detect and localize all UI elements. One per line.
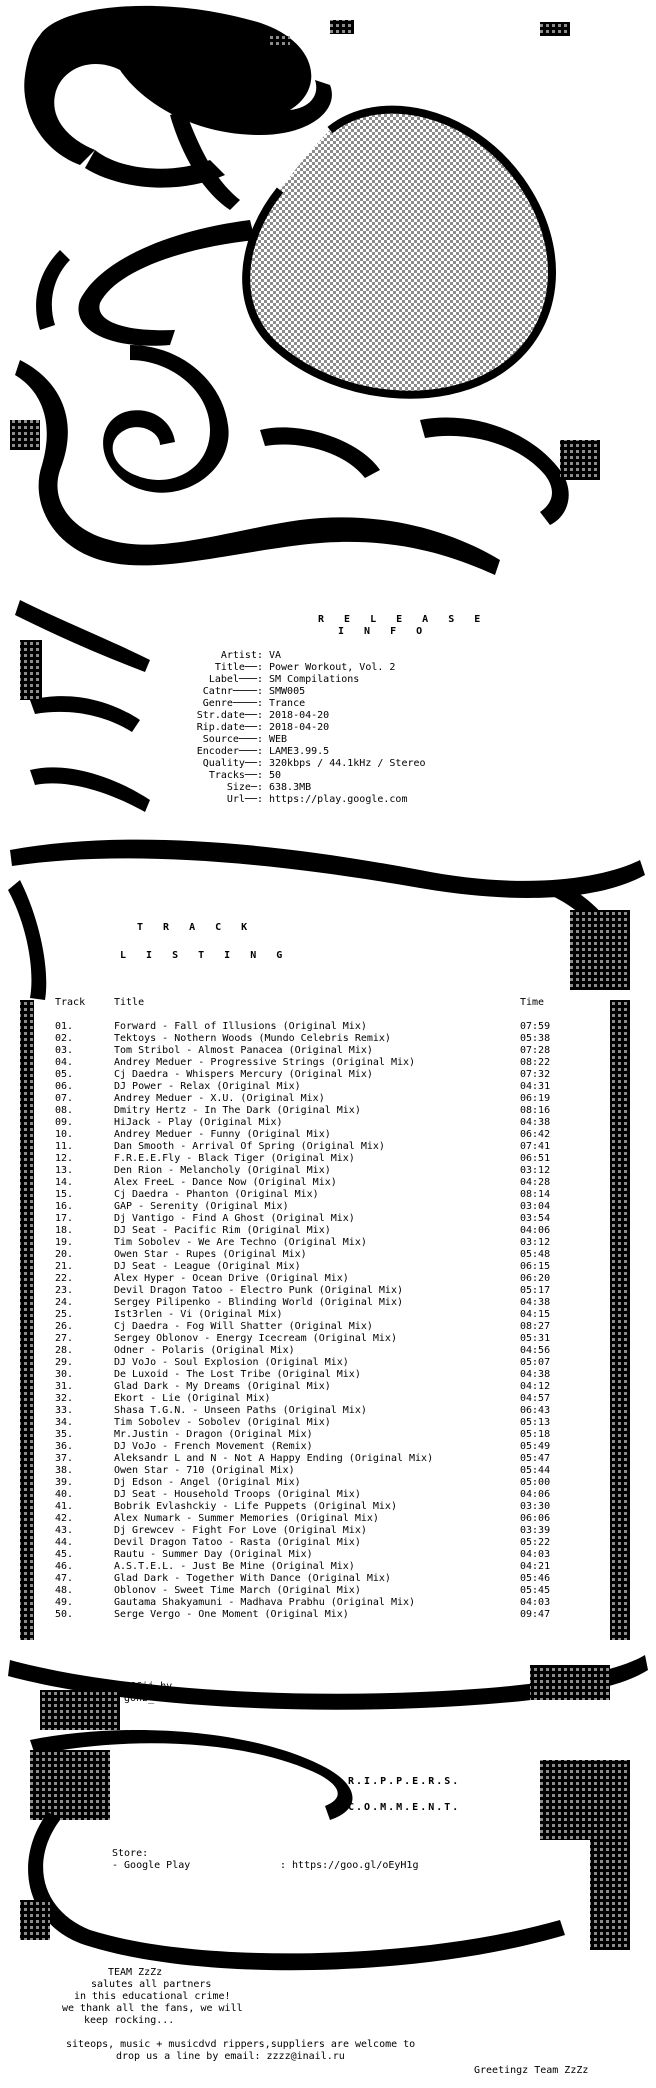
track-number: 22. [55,1273,74,1284]
comment-heading: .C.O.M.M.E.N.T. [340,1802,461,1813]
track-number: 48. [55,1585,74,1596]
track-title: Owen Star - 710 (Original Mix) [114,1465,295,1476]
track-number: 27. [55,1333,74,1344]
release-field-label: Artist: [220,650,263,661]
release-field-value: Trance [269,698,306,709]
track-time: 08:14 [520,1189,551,1200]
track-title: Rautu - Summer Day (Original Mix) [114,1549,313,1560]
track-number: 16. [55,1201,74,1212]
release-field-value: LAME3.99.5 [269,746,330,757]
track-number: 10. [55,1129,74,1140]
footer-line-1: salutes all partners [91,1979,212,1990]
release-field-label: Tracks──: [208,770,263,781]
track-number: 31. [55,1381,74,1392]
siteops-line-2: drop us a line by email: zzzz@inail.ru [116,2051,345,2062]
track-time: 06:42 [520,1129,551,1140]
track-number: 33. [55,1405,74,1416]
release-field-value: SMW005 [269,686,306,697]
track-title: Oblonov - Sweet Time March (Original Mix) [114,1585,361,1596]
track-time: 04:21 [520,1561,551,1572]
release-field-value: SM Compilations [269,674,360,685]
release-field-value: 2018-04-20 [269,710,330,721]
track-title: Dj Vantigo - Find A Ghost (Original Mix) [114,1213,355,1224]
track-title: Andrey Meduer - Funny (Original Mix) [114,1129,331,1140]
track-number: 24. [55,1297,74,1308]
track-time: 05:00 [520,1477,551,1488]
track-time: 05:13 [520,1417,551,1428]
track-number: 39. [55,1477,74,1488]
track-title: Mr.Justin - Dragon (Original Mix) [114,1429,313,1440]
track-time: 05:48 [520,1249,551,1260]
track-time: 03:12 [520,1237,551,1248]
track-title: Ist3rlen - Vi (Original Mix) [114,1309,283,1320]
release-field-label: Label───: [208,674,263,685]
track-title: Bobrik Evlashckiy - Life Puppets (Original Mix) [114,1501,397,1512]
track-number: 26. [55,1321,74,1332]
track-number: 04. [55,1057,74,1068]
track-number: 35. [55,1429,74,1440]
track-number: 37. [55,1453,74,1464]
track-time: 04:38 [520,1117,551,1128]
track-title: Odner - Polaris (Original Mix) [114,1345,295,1356]
track-title: Aleksandr L and N - Not A Happy Ending (Original Mix) [114,1453,434,1464]
track-time: 07:41 [520,1141,551,1152]
track-title: DJ Seat - Pacific Rim (Original Mix) [114,1225,331,1236]
track-number: 46. [55,1561,74,1572]
track-number: 43. [55,1525,74,1536]
track-number: 13. [55,1165,74,1176]
track-number: 01. [55,1021,74,1032]
footer-line-4: keep rocking... [84,2015,175,2026]
track-number: 07. [55,1093,74,1104]
track-number: 50. [55,1609,74,1620]
track-number: 23. [55,1285,74,1296]
track-title: Glad Dark - Together With Dance (Original Mix) [114,1573,391,1584]
team-name: TEAM ZzZz [108,1967,163,1978]
track-title: De Luxoid - The Lost Tribe (Original Mix) [114,1369,361,1380]
track-number: 08. [55,1105,74,1116]
release-swirl-art [15,600,150,812]
track-title: Dj Edson - Angel (Original Mix) [114,1477,301,1488]
info-heading: I N F O [338,626,430,637]
track-number: 30. [55,1369,74,1380]
track-time: 05:46 [520,1573,551,1584]
track-number: 36. [55,1441,74,1452]
track-title: Tim Sobolev - Sobolev (Original Mix) [114,1417,331,1428]
track-time: 04:03 [520,1549,551,1560]
track-title: Forward - Fall of Illusions (Original Mix) [114,1021,367,1032]
track-number: 28. [55,1345,74,1356]
track-time: 03:39 [520,1525,551,1536]
track-title: Cj Daedra - Fog Will Shatter (Original Mix) [114,1321,373,1332]
track-time: 08:16 [520,1105,551,1116]
track-time: 06:19 [520,1093,551,1104]
track-number: 06. [55,1081,74,1092]
track-title: DJ VoJo - Soul Explosion (Original Mix) [114,1357,349,1368]
listing-heading: L I S T I N G [120,950,290,961]
track-time: 05:45 [520,1585,551,1596]
track-title: Glad Dark - My Dreams (Original Mix) [114,1381,331,1392]
track-title: Alex FreeL - Dance Now (Original Mix) [114,1177,337,1188]
track-number: 20. [55,1249,74,1260]
track-number: 03. [55,1045,74,1056]
track-title: Andrey Meduer - Progressive Strings (Original Mix) [114,1057,416,1068]
track-time: 05:22 [520,1537,551,1548]
track-title: Ekort - Lie (Original Mix) [114,1393,271,1404]
track-number: 34. [55,1417,74,1428]
store-item-link[interactable]: : https://goo.gl/oEyH1g [280,1860,419,1871]
greetings-line: Greetingz Team ZzZz [474,2065,589,2076]
track-time: 05:17 [520,1285,551,1296]
track-title: Dj Grewcev - Fight For Love (Original Mix) [114,1525,367,1536]
track-time: 07:28 [520,1045,551,1056]
track-title: DJ VoJo - French Movement (Remix) [114,1441,313,1452]
column-header-time: Time [520,997,545,1008]
track-time: 05:44 [520,1465,551,1476]
track-time: 03:54 [520,1213,551,1224]
track-title: Sergey Pilipenko - Blinding World (Original Mix) [114,1297,403,1308]
track-time: 06:06 [520,1513,551,1524]
release-field-label: Str.date──: [196,710,263,721]
track-time: 04:03 [520,1597,551,1608]
release-field-value: 320kbps / 44.1kHz / Stereo [269,758,426,769]
footer-line-3: we thank all the fans, we will [62,2003,243,2014]
track-time: 04:38 [520,1369,551,1380]
track-number: 17. [55,1213,74,1224]
track-time: 08:27 [520,1321,551,1332]
track-number: 25. [55,1309,74,1320]
track-title: Serge Vergo - One Moment (Original Mix) [114,1609,349,1620]
track-number: 32. [55,1393,74,1404]
release-field-value: VA [269,650,282,661]
track-title: Tim Sobolev - We Are Techno (Original Mix) [114,1237,367,1248]
track-title: Dmitry Hertz - In The Dark (Original Mix) [114,1105,361,1116]
track-title: DJ Seat - League (Original Mix) [114,1261,301,1272]
track-title: Andrey Meduer - X.U. (Original Mix) [114,1093,325,1104]
track-time: 07:32 [520,1069,551,1080]
track-time: 07:59 [520,1021,551,1032]
rippers-heading: .R.I.P.P.E.R.S. [340,1776,461,1787]
release-field-label: Url──: [226,794,263,805]
footer-line-2: in this educational crime! [74,1991,231,2002]
track-time: 04:38 [520,1297,551,1308]
track-number: 11. [55,1141,74,1152]
release-field-value: 50 [269,770,282,781]
track-title: Tom Stribol - Almost Panacea (Original Mix) [114,1045,373,1056]
track-time: 04:06 [520,1489,551,1500]
track-time: 03:12 [520,1165,551,1176]
track-title: Gautama Shakyamuni - Madhava Prabhu (Original Mix) [114,1597,416,1608]
track-time: 08:22 [520,1057,551,1068]
release-field-label: Encoder───: [196,746,263,757]
swirl-art [10,345,600,575]
track-title: F.R.E.E.Fly - Black Tiger (Original Mix) [114,1153,355,1164]
track-number: 12. [55,1153,74,1164]
track-number: 47. [55,1573,74,1584]
release-field-label: Source───: [202,734,263,745]
track-number: 21. [55,1261,74,1272]
track-title: Sergey Oblonov - Energy Icecream (Original Mix) [114,1333,397,1344]
track-title: Tektoys - Nothern Woods (Mundo Celebris Remix) [114,1033,391,1044]
track-title: Cj Daedra - Phanton (Original Mix) [114,1189,319,1200]
column-header-track: Track [55,997,86,1008]
track-title: Cj Daedra - Whispers Mercury (Original Mix) [114,1069,373,1080]
release-field-value: 638.3MB [269,782,312,793]
track-number: 18. [55,1225,74,1236]
track-time: 06:15 [520,1261,551,1272]
track-time: 04:15 [520,1309,551,1320]
release-heading: R E L E A S E [318,614,488,625]
track-title: Alex Hyper - Ocean Drive (Original Mix) [114,1273,349,1284]
track-title: DJ Power - Relax (Original Mix) [114,1081,301,1092]
track-number: 19. [55,1237,74,1248]
track-time: 04:06 [520,1225,551,1236]
track-title: Den Rion - Melancholy (Original Mix) [114,1165,331,1176]
release-field-label: Catnr────: [202,686,263,697]
track-time: 04:56 [520,1345,551,1356]
shaded-heart-art [36,110,552,395]
track-number: 02. [55,1033,74,1044]
release-field-label: Genre────: [202,698,263,709]
track-time: 05:18 [520,1429,551,1440]
track-time: 05:38 [520,1033,551,1044]
track-title: Devil Dragon Tatoo - Rasta (Original Mix) [114,1537,361,1548]
ascii-credit-line2: gonz_zZzZ [124,1693,179,1704]
store-label: Store: [112,1848,149,1859]
track-time: 06:20 [520,1273,551,1284]
track-time: 09:47 [520,1609,551,1620]
release-field-value: WEB [269,734,288,745]
column-header-title: Title [114,997,145,1008]
track-title: Shasa T.G.N. - Unseen Paths (Original Mix) [114,1405,367,1416]
track-title: Dan Smooth - Arrival Of Spring (Original Mix) [114,1141,385,1152]
track-number: 05. [55,1069,74,1080]
track-time: 03:04 [520,1201,551,1212]
track-time: 06:43 [520,1405,551,1416]
release-field-label: Rip.date──: [196,722,263,733]
track-title: Alex Numark - Summer Memories (Original Mix) [114,1513,379,1524]
ascii-credit-line1: ASCii by [124,1681,173,1692]
track-title: GAP - Serenity (Original Mix) [114,1201,289,1212]
track-time: 03:30 [520,1501,551,1512]
track-time: 05:47 [520,1453,551,1464]
track-number: 41. [55,1501,74,1512]
release-field-value: Power Workout, Vol. 2 [269,662,396,673]
track-number: 15. [55,1189,74,1200]
track-time: 05:31 [520,1333,551,1344]
track-number: 29. [55,1357,74,1368]
siteops-line-1: siteops, music + musicdvd rippers,suppliers are welcome to [66,2039,416,2050]
track-title: A.S.T.E.L. - Just Be Mine (Original Mix) [114,1561,355,1572]
release-field-label: Title──: [214,662,263,673]
track-title: Devil Dragon Tatoo - Electro Punk (Original Mix) [114,1285,403,1296]
store-item-name: - Google Play [112,1860,191,1871]
track-time: 04:31 [520,1081,551,1092]
track-title: HiJack - Play (Original Mix) [114,1117,283,1128]
track-number: 14. [55,1177,74,1188]
track-number: 09. [55,1117,74,1128]
track-number: 42. [55,1513,74,1524]
release-field-value: https://play.google.com [269,794,408,805]
track-title: DJ Seat - Household Troops (Original Mix) [114,1489,361,1500]
track-time: 04:28 [520,1177,551,1188]
track-number: 44. [55,1537,74,1548]
track-number: 38. [55,1465,74,1476]
release-field-label: Size─: [226,782,263,793]
track-number: 45. [55,1549,74,1560]
release-field-label: Quality──: [202,758,263,769]
track-heading: T R A C K [137,922,255,933]
track-number: 49. [55,1597,74,1608]
release-field-value: 2018-04-20 [269,722,330,733]
track-title: Owen Star - Rupes (Original Mix) [114,1249,307,1260]
track-time: 04:12 [520,1381,551,1392]
track-time: 04:57 [520,1393,551,1404]
track-time: 06:51 [520,1153,551,1164]
track-time: 05:07 [520,1357,551,1368]
track-number: 40. [55,1489,74,1500]
track-time: 05:49 [520,1441,551,1452]
